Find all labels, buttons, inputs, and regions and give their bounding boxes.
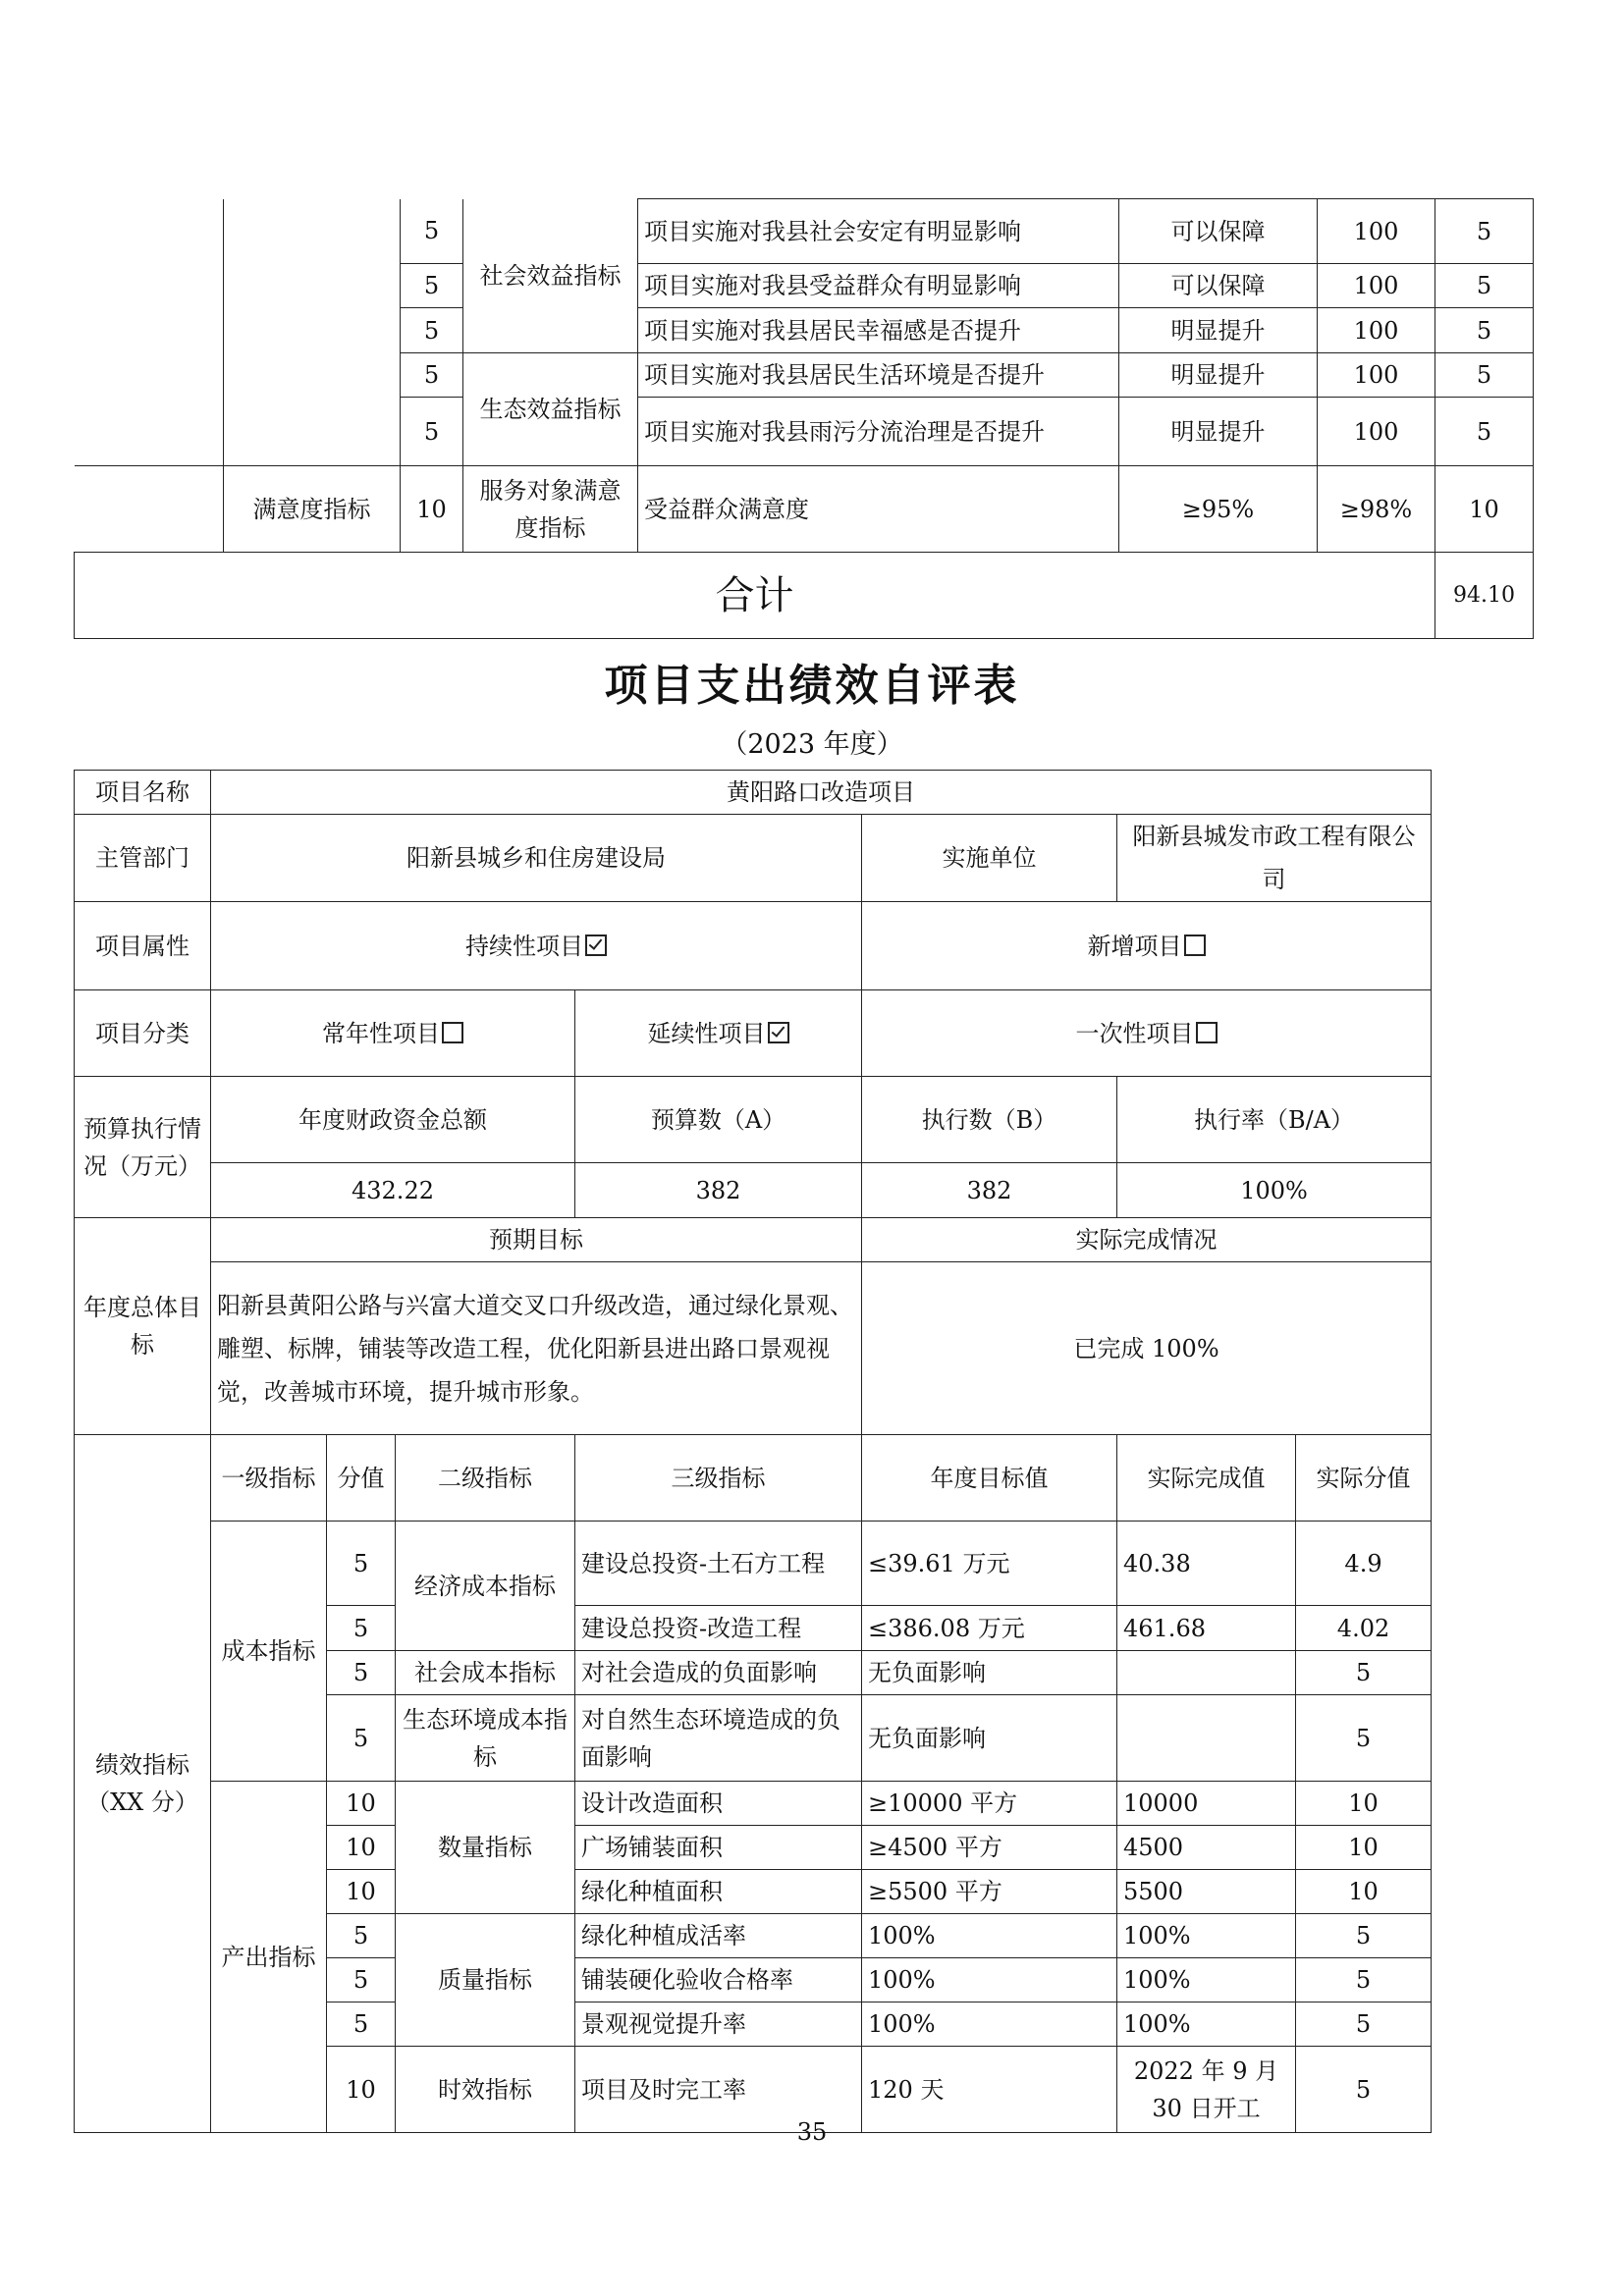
actual-cell (1117, 1695, 1296, 1782)
checked-box-icon (768, 1022, 789, 1043)
blank-cell (75, 466, 224, 553)
actual-cell: ≥98% (1318, 466, 1435, 553)
expected-goal-label: 预期目标 (211, 1218, 862, 1262)
dept-value: 阳新县城乡和住房建设局 (211, 815, 862, 902)
actual-cell: 100 (1318, 264, 1435, 308)
points-cell: 5 (1435, 199, 1534, 264)
score-cell: 5 (327, 1606, 396, 1651)
points-cell: 5 (1435, 353, 1534, 398)
target-header: 年度目标值 (862, 1435, 1117, 1522)
impl-label: 实施单位 (862, 815, 1117, 902)
target-cell: 100% (862, 1914, 1117, 1958)
level3-cell: 对社会造成的负面影响 (575, 1651, 862, 1695)
points-cell: 5 (1296, 2002, 1432, 2047)
level3-cell: 对自然生态环境造成的负面影响 (575, 1695, 862, 1782)
level3-cell: 建设总投资-改造工程 (575, 1606, 862, 1651)
score-cell: 10 (327, 1870, 396, 1914)
points-cell: 10 (1296, 1826, 1432, 1870)
project-name-label: 项目名称 (75, 771, 211, 815)
points-cell: 5 (1435, 264, 1534, 308)
points-cell: 5 (1435, 398, 1534, 466)
level3-cell: 建设总投资-土石方工程 (575, 1522, 862, 1606)
level2-cell: 生态效益指标 (463, 353, 638, 466)
exec-b-label: 执行数（B） (862, 1077, 1117, 1163)
budget-a-label: 预算数（A） (575, 1077, 862, 1163)
level2-header: 二级指标 (396, 1435, 575, 1522)
level3-cell: 项目及时完工率 (575, 2047, 862, 2133)
level2-cell: 经济成本指标 (396, 1522, 575, 1651)
actual-cell: 100% (1117, 1914, 1296, 1958)
level2-cell: 生态环境成本指标 (396, 1695, 575, 1782)
total-label: 合计 (75, 553, 1435, 639)
actual-cell (1117, 1651, 1296, 1695)
attr-label: 项目属性 (75, 902, 211, 990)
target-cell: 明显提升 (1119, 398, 1318, 466)
score-cell: 5 (401, 398, 463, 466)
budget-a-value: 382 (575, 1163, 862, 1218)
actual-cell: 100% (1117, 1958, 1296, 2002)
points-cell: 5 (1296, 1958, 1432, 2002)
actual-cell: 10000 (1117, 1782, 1296, 1826)
level3-cell: 铺装硬化验收合格率 (575, 1958, 862, 2002)
level2-cell: 数量指标 (396, 1782, 575, 1914)
points-cell: 4.02 (1296, 1606, 1432, 1651)
points-cell: 10 (1435, 466, 1534, 553)
actual-cell: 100% (1117, 2002, 1296, 2047)
actual-header: 实际完成值 (1117, 1435, 1296, 1522)
score-cell: 10 (327, 1782, 396, 1826)
target-cell: 可以保障 (1119, 264, 1318, 308)
level3-cell: 项目实施对我县受益群众有明显影响 (638, 264, 1119, 308)
level1-header: 一级指标 (211, 1435, 327, 1522)
total-funds-value: 432.22 (211, 1163, 575, 1218)
attr-continuing: 持续性项目 (211, 902, 862, 990)
level3-cell: 绿化种植成活率 (575, 1914, 862, 1958)
actual-cell: 2022 年 9 月 30 日开工 (1117, 2047, 1296, 2133)
checked-box-icon (585, 934, 607, 956)
level3-cell: 景观视觉提升率 (575, 2002, 862, 2047)
score-cell: 5 (401, 199, 463, 264)
class-once: 一次性项目 (862, 990, 1432, 1077)
target-cell: ≥10000 平方 (862, 1782, 1117, 1826)
score-cell: 10 (327, 2047, 396, 2133)
points-cell: 5 (1435, 308, 1534, 353)
level2-cell: 社会成本指标 (396, 1651, 575, 1695)
level3-cell: 项目实施对我县雨污分流治理是否提升 (638, 398, 1119, 466)
unchecked-box-icon (1184, 934, 1206, 956)
points-header: 实际分值 (1296, 1435, 1432, 1522)
points-cell: 5 (1296, 1914, 1432, 1958)
actual-cell: 100 (1318, 353, 1435, 398)
document-year: （2023 年度） (721, 729, 903, 760)
total-value: 94.10 (1435, 553, 1534, 639)
project-name: 黄阳路口改造项目 (211, 771, 1432, 815)
level2-cell: 质量指标 (396, 1914, 575, 2047)
points-cell: 5 (1296, 2047, 1432, 2133)
level3-cell: 广场铺装面积 (575, 1826, 862, 1870)
target-cell: 可以保障 (1119, 199, 1318, 264)
actual-completion-label: 实际完成情况 (862, 1218, 1432, 1262)
impl-value: 阳新县城发市政工程有限公司 (1117, 815, 1432, 902)
blank-cell (75, 199, 224, 466)
attr-new: 新增项目 (862, 902, 1432, 990)
score-cell: 10 (401, 466, 463, 553)
cost-indicator-label: 成本指标 (211, 1522, 327, 1782)
actual-cell: 4500 (1117, 1826, 1296, 1870)
level2-cell: 时效指标 (396, 2047, 575, 2133)
actual-cell: 461.68 (1117, 1606, 1296, 1651)
actual-completion-text: 已完成 100% (862, 1262, 1432, 1435)
level3-cell: 绿化种植面积 (575, 1870, 862, 1914)
level3-cell: 受益群众满意度 (638, 466, 1119, 553)
target-cell: 无负面影响 (862, 1695, 1117, 1782)
continued-indicator-table (74, 198, 1534, 639)
score-cell: 5 (327, 1522, 396, 1606)
target-cell: 100% (862, 1958, 1117, 2002)
score-header: 分值 (327, 1435, 396, 1522)
score-cell: 10 (327, 1826, 396, 1870)
target-cell: ≥4500 平方 (862, 1826, 1117, 1870)
level3-cell: 设计改造面积 (575, 1782, 862, 1826)
level3-header: 三级指标 (575, 1435, 862, 1522)
class-extended: 延续性项目 (575, 990, 862, 1077)
level3-cell: 项目实施对我县社会安定有明显影响 (638, 199, 1119, 264)
total-funds-label: 年度财政资金总额 (211, 1077, 575, 1163)
target-cell: ≤386.08 万元 (862, 1606, 1117, 1651)
class-label: 项目分类 (75, 990, 211, 1077)
rate-value: 100% (1117, 1163, 1432, 1218)
class-regular: 常年性项目 (211, 990, 575, 1077)
points-cell: 10 (1296, 1870, 1432, 1914)
expected-goal-text: 阳新县黄阳公路与兴富大道交叉口升级改造，通过绿化景观、雕塑、标牌，铺装等改造工程，优化阳新县进出路口景观视觉，改善城市环境，提升城市形象。 (211, 1262, 862, 1435)
page-number: 35 (796, 2118, 828, 2146)
level3-cell: 项目实施对我县居民幸福感是否提升 (638, 308, 1119, 353)
output-indicator-label: 产出指标 (211, 1782, 327, 2133)
score-cell: 5 (401, 353, 463, 398)
points-cell: 5 (1296, 1651, 1432, 1695)
score-cell: 5 (401, 308, 463, 353)
target-cell: 明显提升 (1119, 308, 1318, 353)
score-cell: 5 (327, 1958, 396, 2002)
points-cell: 5 (1296, 1695, 1432, 1782)
blank-level1-cell (224, 199, 401, 466)
unchecked-box-icon (1196, 1022, 1218, 1043)
actual-cell: 5500 (1117, 1870, 1296, 1914)
target-cell: ≤39.61 万元 (862, 1522, 1117, 1606)
exec-b-value: 382 (862, 1163, 1117, 1218)
score-cell: 5 (327, 2002, 396, 2047)
actual-cell: 40.38 (1117, 1522, 1296, 1606)
target-cell: ≥5500 平方 (862, 1870, 1117, 1914)
self-evaluation-table (74, 770, 1432, 2133)
satisfaction-level1-cell: 满意度指标 (224, 466, 401, 553)
budget-label: 预算执行情况（万元） (75, 1077, 211, 1218)
dept-label: 主管部门 (75, 815, 211, 902)
actual-cell: 100 (1318, 398, 1435, 466)
unchecked-box-icon (442, 1022, 463, 1043)
score-cell: 5 (327, 1914, 396, 1958)
score-cell: 5 (401, 264, 463, 308)
goal-label: 年度总体目标 (75, 1218, 211, 1435)
target-cell: 明显提升 (1119, 353, 1318, 398)
target-cell: ≥95% (1119, 466, 1318, 553)
target-cell: 120 天 (862, 2047, 1117, 2133)
target-cell: 100% (862, 2002, 1117, 2047)
score-cell: 5 (327, 1651, 396, 1695)
points-cell: 10 (1296, 1782, 1432, 1826)
perf-section-label: 绩效指标（XX 分） (75, 1435, 211, 2133)
points-cell: 4.9 (1296, 1522, 1432, 1606)
level2-cell: 服务对象满意度指标 (463, 466, 638, 553)
level3-cell: 项目实施对我县居民生活环境是否提升 (638, 353, 1119, 398)
actual-cell: 100 (1318, 308, 1435, 353)
rate-label: 执行率（B/A） (1117, 1077, 1432, 1163)
actual-cell: 100 (1318, 199, 1435, 264)
score-cell: 5 (327, 1695, 396, 1782)
level2-cell: 社会效益指标 (463, 199, 638, 353)
document-title: 项目支出绩效自评表 (604, 661, 1020, 711)
target-cell: 无负面影响 (862, 1651, 1117, 1695)
